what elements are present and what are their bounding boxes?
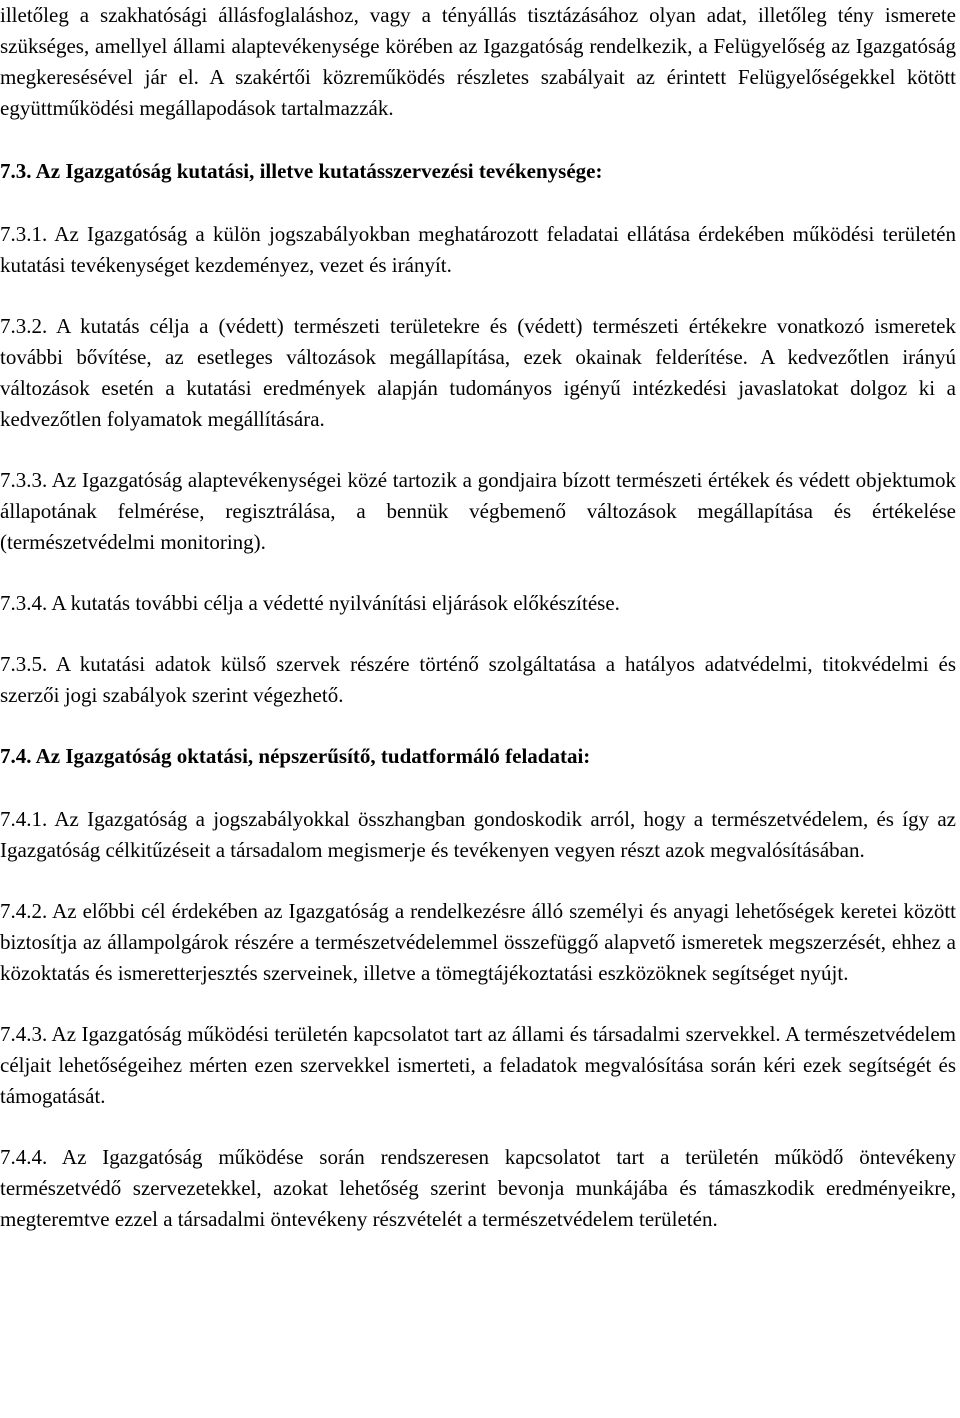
paragraph-7-3-1: 7.3.1. Az Igazgatóság a külön jogszabályokban meghatározott feladatai ellátása érdekében működési területén kutatási tevékenységet kezdeményez, vezet és irányít. (0, 222, 956, 277)
paragraph-7-3-5: 7.3.5. A kutatási adatok külső szervek részére történő szolgáltatása a hatályos adatvédelmi, titokvédelmi és szerzői jogi szabályok szerint végezhető. (0, 652, 956, 707)
paragraph-7-3-2: 7.3.2. A kutatás célja a (védett) természeti területekre és (védett) természeti értékekre vonatkozó ismeretek további bővítése, az esetleges változások megállapítása, ezek okainak felderítése. A kedvezőtlen irányú változások esetén a kutatási eredmények alapján tudományos igényű intézkedési javaslatokat dolgoz ki a kedvezőtlen folyamatok megállítására. (0, 314, 956, 431)
paragraph-7-4-2: 7.4.2. Az előbbi cél érdekében az Igazgatóság a rendelkezésre álló személyi és anyagi lehetőségek keretei között biztosítja az állampolgárok részére a természetvédelemmel összefüggő alapvető ismeretek megszerzését, ehhez a közoktatás és ismeretterjesztés szerveinek, illetve a tömegtájékoztatási eszközöknek segítséget nyújt. (0, 899, 956, 985)
paragraph-7-4-1: 7.4.1. Az Igazgatóság a jogszabályokkal összhangban gondoskodik arról, hogy a természetvédelem, és így az Igazgatóság célkitűzéseit a társadalom megismerje és tevékenyen vegyen részt azok megvalósításában. (0, 807, 956, 862)
paragraph-7-3-3: 7.3.3. Az Igazgatóság alaptevékenységei közé tartozik a gondjaira bízott természeti értékek és védett objektumok állapotának felmérése, regisztrálása, a bennük végbemenő változások megállapítása és értékelése (természetvédelmi monitoring). (0, 468, 956, 554)
section-7-3-heading: 7.3. Az Igazgatóság kutatási, illetve kutatásszervezési tevékenysége: (0, 159, 603, 183)
paragraph-7-4-3: 7.4.3. Az Igazgatóság működési területén kapcsolatot tart az állami és társadalmi szervekkel. A természetvédelem céljait lehetőségeihez mérten ezen szervekkel ismerteti, a feladatok megvalósítása során kéri ezek segítségét és támogatását. (0, 1022, 956, 1108)
intro-paragraph: illetőleg a szakhatósági állásfoglaláshoz, vagy a tényállás tisztázásához olyan adat, illetőleg tény ismerete szükséges, amellyel állami alaptevékenysége körében az Igazgatóság rendelkezik, a Felügyelőség az Igazgatóság megkeresésével jár el. A szakértői közreműködés részletes szabályait az érintett Felügyelőségekkel kötött együttműködési megállapodások tartalmazzák. (0, 3, 956, 120)
paragraph-7-3-4: 7.3.4. A kutatás további célja a védetté nyilvánítási eljárások előkészítése. (0, 591, 620, 615)
paragraph-7-4-4: 7.4.4. Az Igazgatóság működése során rendszeresen kapcsolatot tart a területén működő öntevékeny természetvédő szervezetekkel, azokat lehetőség szerint bevonja munkájába és támaszkodik eredményeikre, megteremtve ezzel a társadalmi öntevékeny részvételét a természetvédelem területén. (0, 1145, 956, 1231)
section-7-4-heading: 7.4. Az Igazgatóság oktatási, népszerűsítő, tudatformáló feladatai: (0, 744, 591, 768)
